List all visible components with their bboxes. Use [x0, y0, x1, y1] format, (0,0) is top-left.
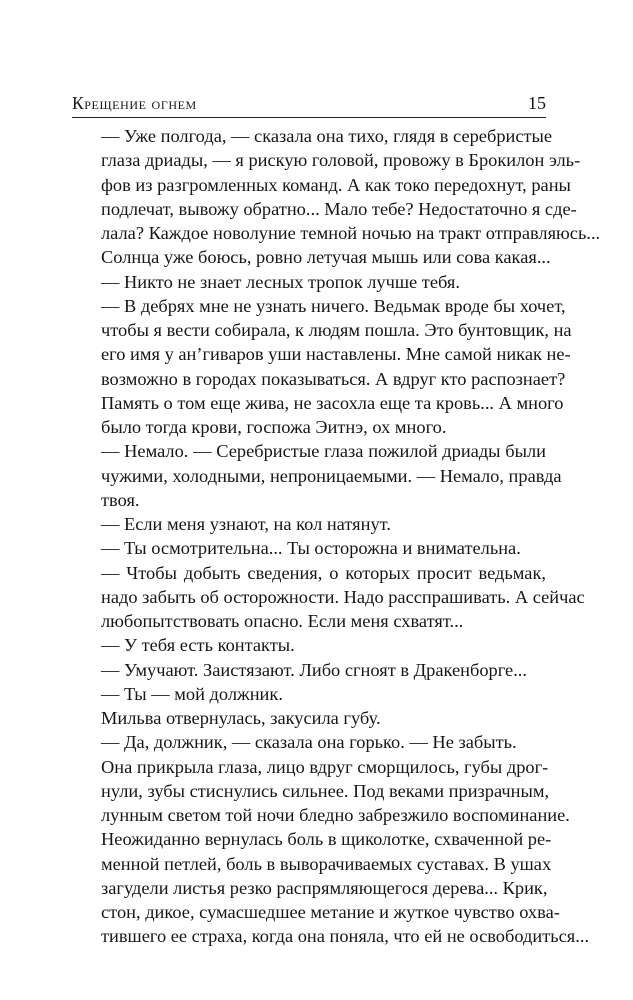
- text-line: было тогда крови, госпожа Эитнэ, ох много.: [101, 417, 447, 437]
- paragraph: [72, 439, 562, 512]
- paragraph: [72, 633, 546, 657]
- paragraph: [72, 730, 546, 754]
- paragraph: [72, 270, 546, 294]
- text-line: его имя у ан’гиваров уши наставлены. Мне самой никак не-: [101, 344, 571, 365]
- page-number: 15: [528, 93, 546, 113]
- text-line: возможно в городах показываться. А вдруг кто распознает?: [101, 368, 566, 389]
- paragraph: [72, 755, 590, 949]
- text-line: — Немало. — Серебристые глаза пожилой дриады были: [101, 441, 546, 462]
- text-line: твоя.: [101, 489, 140, 510]
- paragraph: [72, 658, 546, 682]
- text-line: чужими, холодными, непроницаемыми. — Немало, правда: [101, 465, 562, 486]
- text-line: — В дебрях мне не узнать ничего. Ведьмак вроде бы хочет,: [101, 295, 566, 316]
- text-line: нули, зубы стиснулись сильнее. Под веками призрачным,: [101, 780, 550, 801]
- paragraph: [72, 536, 546, 560]
- text-line: лала? Каждое новолуние темной ночью на тракт отправляюсь...: [101, 223, 601, 243]
- paragraph: [72, 706, 546, 730]
- text-line: подлечат, вывожу обратно... Мало тебе? Недостаточно я сде-: [101, 198, 577, 219]
- text-line: лунным светом той ночи бледно забрезжило воспоминание.: [101, 805, 570, 825]
- running-title: Крещение огнем: [72, 93, 197, 113]
- running-header: [72, 92, 546, 116]
- text-line: Солнца уже боюсь, ровно летучая мышь или сова какая...: [101, 247, 551, 268]
- text-line: фов из разгромленных команд. А как токо передохнут, раны: [101, 174, 571, 195]
- text-line: Неожиданно вернулась боль в щиколотке, схваченной ре-: [101, 829, 552, 850]
- text-line: тившего ее страха, когда она поняла, что ей не освободиться...: [101, 926, 590, 947]
- text-line: глаза дриады, — я рискую головой, провожу в Брокилон эль-: [101, 150, 581, 171]
- text-line: менной петлей, боль в выворачиваемых суставах. В ушах: [101, 853, 552, 874]
- paragraph: [72, 124, 601, 270]
- text-line: — Ты — мой должник.: [101, 683, 283, 704]
- text-line: — Умучают. Заистязают. Либо сгноят в Дракенборге...: [101, 659, 528, 680]
- text-line: — Уже полгода, — сказала она тихо, глядя в серебристые: [101, 126, 553, 146]
- paragraph: [72, 512, 546, 536]
- text-line: — У тебя есть контакты.: [101, 635, 295, 656]
- text-line: — Чтобы добыть сведения, о которых просит ведьмак,: [101, 562, 546, 583]
- paragraph: [72, 682, 546, 706]
- text-line: надо забыть об осторожности. Надо расспрашивать. А сейчас: [101, 586, 585, 607]
- paragraph: [72, 294, 572, 440]
- text-line: — Ты осмотрительна... Ты осторожна и внимательна.: [101, 538, 521, 559]
- text-line: любопытствовать опасно. Если меня схватят...: [101, 611, 464, 631]
- text-line: Мильва отвернулась, закусила губу.: [101, 708, 381, 728]
- text-line: Память о том еще жива, не засохла еще та кровь... А много: [101, 392, 564, 413]
- text-line: — Если меня узнают, на кол натянут.: [101, 514, 391, 534]
- text-line: чтобы я вести собирала, к людям пошла. Это бунтовщик, на: [101, 320, 572, 340]
- text-line: загудели листья резко распрямляющегося дерева... Крик,: [101, 877, 548, 898]
- header-rule: [72, 117, 546, 118]
- body-text: [72, 124, 601, 949]
- text-line: стон, дикое, сумасшедшее метание и жуткое чувство охва-: [101, 902, 560, 922]
- text-line: Она прикрыла глаза, лицо вдруг сморщилось, губы дрог-: [101, 756, 549, 777]
- text-line: — Да, должник, — сказала она горько. — Не забыть.: [101, 732, 517, 753]
- text-line: — Никто не знает лесных тропок лучше тебя.: [101, 271, 460, 292]
- paragraph: [72, 561, 585, 634]
